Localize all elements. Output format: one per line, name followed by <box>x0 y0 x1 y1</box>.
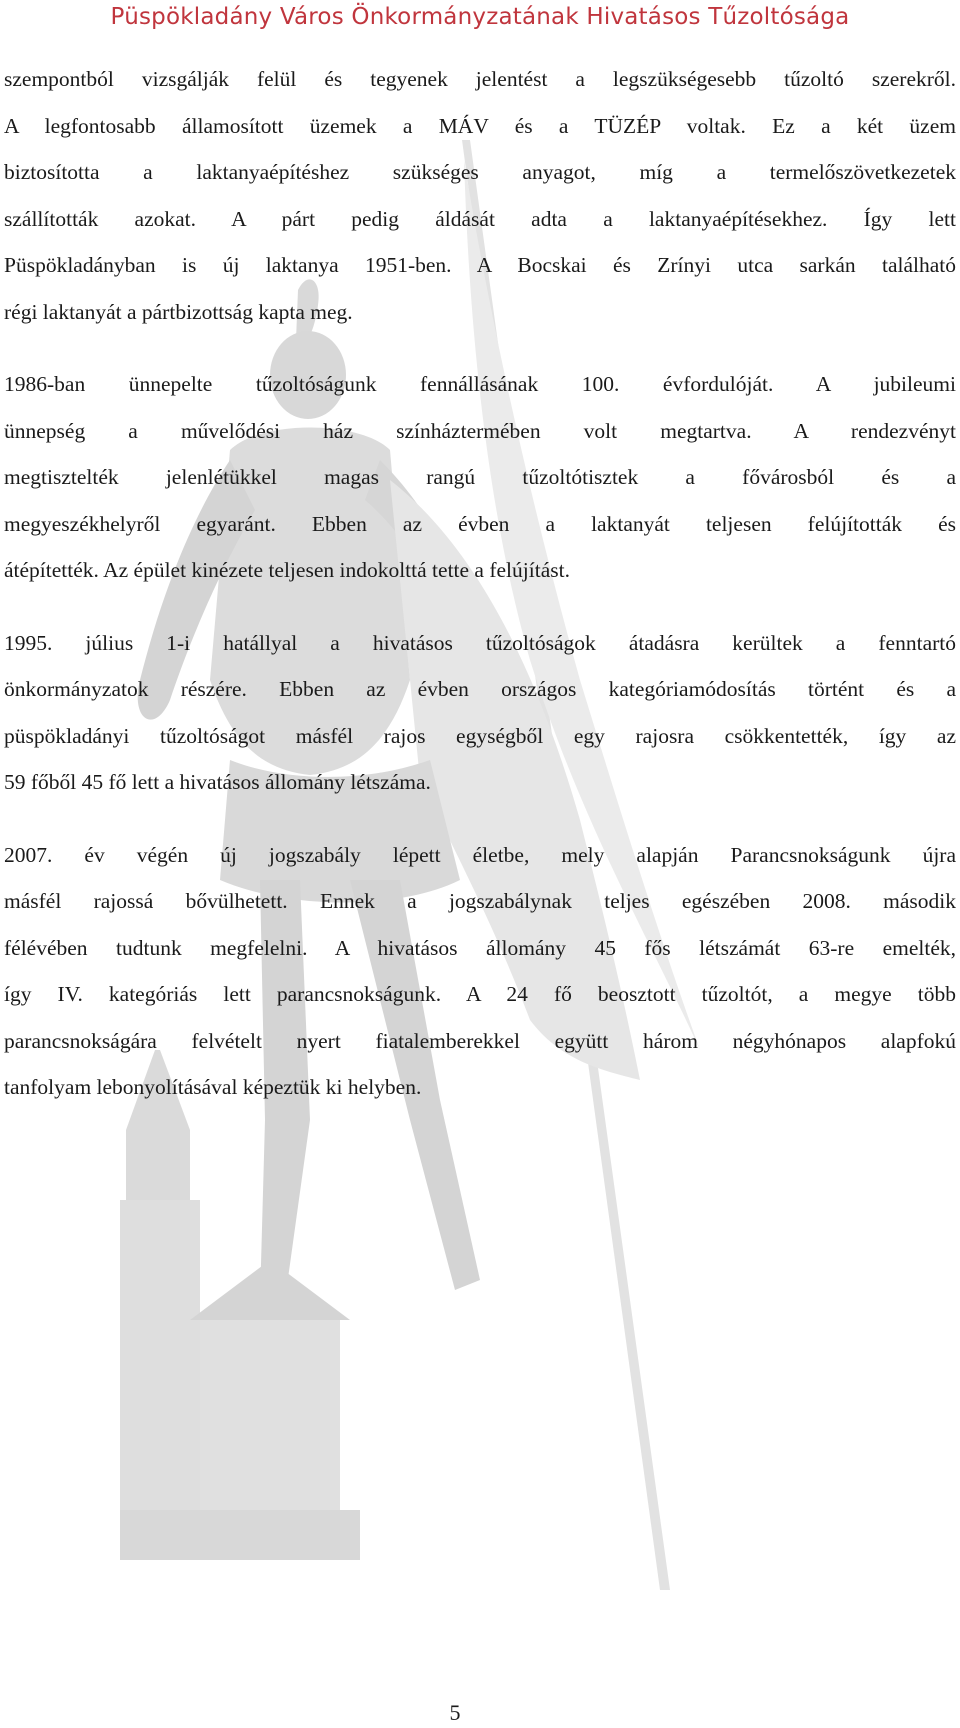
text-line: így IV. kategóriás lett parancsnokságunk. A 24 fő beosztott tűzoltót, a megye több <box>4 982 956 1006</box>
paragraph-1 <box>4 56 956 335</box>
text-line: megtisztelték jelenlétükkel magas rangú tűzoltótisztek a fővárosból és a <box>4 465 956 489</box>
text-line: régi laktanyát a pártbizottság kapta meg. <box>4 299 353 324</box>
text-line: félévében tudtunk megfelelni. A hivatásos állomány 45 fős létszámát 63-re emelték, <box>4 935 956 960</box>
text-line: ünnepség a művelődési ház színháztermében volt megtartva. A rendezvényt <box>4 418 956 443</box>
header-title: Püspökladány Város Önkormányzatának Hivatásos Tűzoltósága <box>110 4 850 30</box>
text-line: szempontból vizsgálják felül és tegyenek jelentést a legszükségesebb tűzoltó szerekről. <box>4 67 956 91</box>
text-line: tanfolyam lebonyolításával képeztük ki helyben. <box>4 1075 422 1099</box>
text-line: 2007. év végén új jogszabály lépett életbe, mely alapján Parancsnokságunk újra <box>4 842 956 867</box>
text-line: önkormányzatok részére. Ebben az évben országos kategóriamódosítás történt és a <box>4 677 956 701</box>
text-line: püspökladányi tűzoltóságot másfél rajos egységből egy rajosra csökkentették, így az <box>4 723 956 748</box>
paragraph-2 <box>4 361 956 594</box>
text-line: szállították azokat. A párt pedig áldását adta a laktanyaépítésekhez. Így lett <box>4 206 956 231</box>
page-header <box>0 0 960 44</box>
text-line: parancsnokságára felvételt nyert fiatalemberekkel együtt három négyhónapos alapfokú <box>4 1028 956 1053</box>
text-line: 1995. július 1-i hatállyal a hivatásos tűzoltóságok átadásra kerültek a fenntartó <box>4 630 956 655</box>
text-line: átépítették. Az épület kinézete teljesen indokolttá tette a felújítást. <box>4 558 570 582</box>
text-line: másfél rajossá bővülhetett. Ennek a jogszabálynak teljes egészében 2008. második <box>4 889 956 913</box>
text-line: 59 főből 45 fő lett a hivatásos állomány létszáma. <box>4 770 431 794</box>
text-line: Püspökladányban is új laktanya 1951-ben. A Bocskai és Zrínyi utca sarkán található <box>4 253 956 277</box>
text-line: biztosította a laktanyaépítéshez szükséges anyagot, míg a termelőszövetkezetek <box>4 160 956 184</box>
text-line: megyeszékhelyről egyaránt. Ebben az évben a laktanyát teljesen felújították és <box>4 511 956 536</box>
document-body <box>4 56 956 1137</box>
page-number: 5 <box>449 1700 461 1725</box>
paragraph-4 <box>4 832 956 1111</box>
text-line: A legfontosabb államosított üzemek a MÁV és a TÜZÉP voltak. Ez a két üzem <box>4 113 956 138</box>
paragraph-3 <box>4 620 956 806</box>
text-line: 1986-ban ünnepelte tűzoltóságunk fennállásának 100. évfordulóját. A jubileumi <box>4 372 956 396</box>
